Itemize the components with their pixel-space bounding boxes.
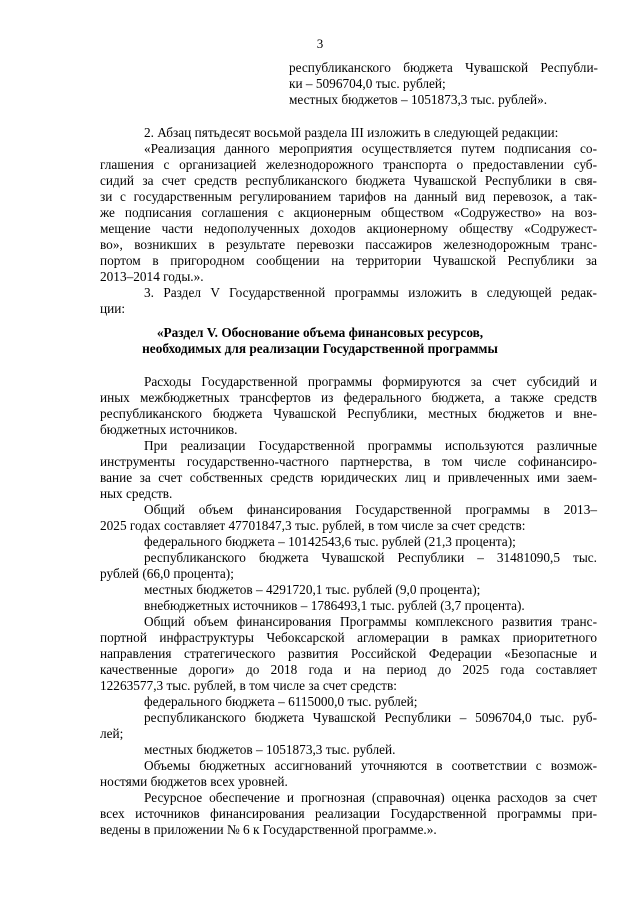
text-line: Общий объем финансирования Программы комплексного развития транс- [144,614,597,629]
text-line: бюджетных источников. [100,422,238,437]
text-line: местных бюджетов – 1051873,3 тыс. рублей. [144,742,396,757]
text-line: федерального бюджета – 10142543,6 тыс. рублей (21,3 процента); [144,534,516,549]
text-line: ции: [100,301,126,316]
text-line: 2. Абзац пятьдесят восьмой раздела III изложить в следующей редакции: [144,125,559,140]
text-line: направления стратегического развития Российской Федерации «Безопасные и [100,646,597,661]
text-line: Общий объем финансирования Государственной программы в 2013– [144,502,597,517]
text-line: ностями бюджетов всех уровней. [100,774,288,789]
text-line: портной инфраструктуры Чебоксарской агломерации в рамках приоритетного [100,630,597,645]
text-line: глашения с организацией железнодорожного транспорта о предоставлении суб- [100,157,597,172]
text-line: Ресурсное обеспечение и прогнозная (справочная) оценка расходов за счет [144,790,597,805]
text-line: лей; [100,726,124,741]
text-line: местных бюджетов – 4291720,1 тыс. рублей (9,0 процента); [144,582,481,597]
text-line: ных средств. [100,486,173,501]
text-line: мещение части недополученных доходов акционерному обществу «Содружест- [100,221,597,236]
text-line: республиканского бюджета Чувашской Республики, местных бюджетов и вне- [100,406,597,421]
text-line: «Реализация данного мероприятия осуществляется путем подписания со- [144,141,597,156]
text-line: рублей (66,0 процента); [100,566,234,581]
text-line: 2013–2014 годы.». [100,269,204,284]
text-line: сидий за счет средств республиканского бюджета Чувашской Республики в свя- [100,173,597,188]
text-line: вание за счет собственных средств юридических лиц и привлеченных ими заем- [100,470,597,485]
text-line: зи с государственным регулированием тарифов на данный вид перевозок, а так- [100,189,597,204]
text-line: республиканского бюджета Чувашской Республи- [289,60,598,75]
text-line: 2025 годах составляет 47701847,3 тыс. рублей, в том числе за счет средств: [100,518,526,533]
text-line: же подписания соглашения с акционерным обществом «Содружество» на воз- [100,205,597,220]
text-line: Расходы Государственной программы формируются за счет субсидий и [144,374,597,389]
text-line: во», возникших в результате перевозки пассажиров железнодорожным транс- [100,237,597,252]
text-line: федерального бюджета – 6115000,0 тыс. рублей; [144,694,418,709]
text-line: местных бюджетов – 1051873,3 тыс. рублей». [289,92,548,107]
text-line: 3. Раздел V Государственной программы изложить в следующей редак- [144,285,597,300]
text-line: ки – 5096704,0 тыс. рублей; [289,76,446,91]
text-line: портом в пригородном сообщении на территории Чувашской Республики за [100,253,597,268]
text-line: При реализации Государственной программы используются различные [144,438,597,453]
text-line: всех источников финансирования реализации Государственной программы при- [100,806,597,821]
text-line: внебюджетных источников – 1786493,1 тыс. рублей (3,7 процента). [144,598,525,613]
page-number: 3 [316,36,324,51]
text-line: республиканского бюджета Чувашской Республики – 5096704,0 тыс. руб- [144,710,597,725]
text-line: иных межбюджетных трансфертов из федерального бюджета, а также средств [100,390,597,405]
text-line: Объемы бюджетных ассигнований уточняются в соответствии с возмож- [144,758,597,773]
text-line: республиканского бюджета Чувашской Республики – 31481090,5 тыс. [144,550,597,565]
text-line: 12263577,3 тыс. рублей, в том числе за счет средств: [100,678,397,693]
section-heading: необходимых для реализации Государственной программы [142,341,498,356]
text-line: качественные дороги» до 2018 года и на период до 2025 года составляет [100,662,597,677]
section-heading: «Раздел V. Обоснование объема финансовых ресурсов, [156,325,484,340]
text-line: инструменты государственно-частного партнерства, в том числе софинансиро- [100,454,597,469]
text-line: ведены в приложении № 6 к Государственной программе.». [100,822,437,837]
